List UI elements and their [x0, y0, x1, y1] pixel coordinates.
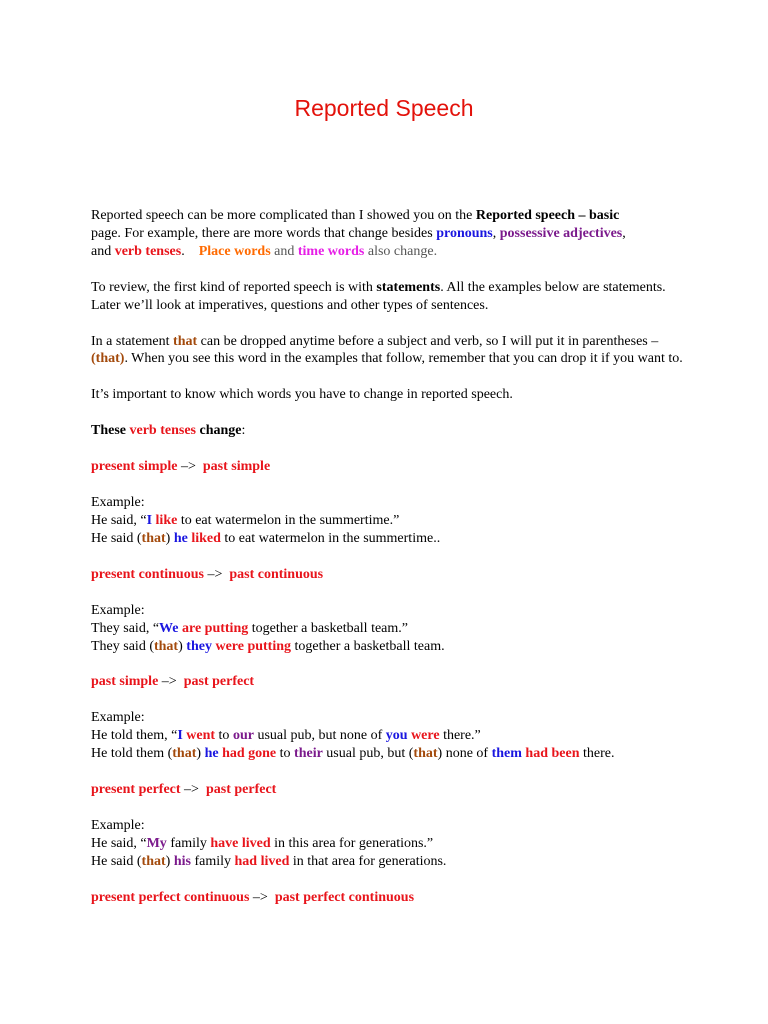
text: change	[196, 423, 242, 439]
text: can be dropped anytime before a subject and verb, so I will put it in parentheses –	[197, 333, 659, 349]
text: He told them (	[91, 746, 173, 762]
pronoun: you	[385, 728, 408, 744]
verb-tenses-heading	[91, 422, 691, 440]
arrow: –>	[177, 459, 203, 475]
verb: like	[155, 512, 178, 528]
text: there.”	[439, 728, 481, 744]
text: usual pub, but (	[322, 746, 414, 762]
text: page. For example, there are more words that change besides	[91, 225, 437, 241]
pronouns-term: pronouns	[436, 225, 493, 241]
text: )	[165, 853, 174, 869]
rule-present-simple	[91, 458, 691, 476]
example-past-simple	[91, 709, 691, 763]
arrow: –>	[158, 674, 184, 690]
text: He said, “	[91, 512, 147, 528]
text: Reported speech can be more complicated than I showed you on the	[91, 208, 476, 223]
text: and	[270, 243, 298, 259]
rule-present-perfect	[91, 781, 691, 799]
pronoun: they	[186, 638, 212, 654]
text: family	[190, 853, 235, 869]
rule-past-simple	[91, 673, 691, 691]
pronoun: I	[146, 512, 153, 528]
that-paren-term: (that)	[91, 351, 125, 367]
possessive: My	[146, 835, 167, 851]
tense-from: present perfect	[91, 782, 181, 798]
verb-tenses-term: verb tenses	[114, 243, 182, 259]
rule-present-continuous	[91, 566, 691, 584]
text: . All the examples below are statements. Later we’ll look at imperatives, questions and other types of sentences.	[91, 279, 666, 313]
verb: went	[186, 728, 216, 744]
example-present-continuous	[91, 602, 691, 656]
verb: were putting	[215, 638, 292, 654]
important-paragraph: It’s important to know which words you have to change in reported speech.	[91, 387, 513, 403]
example-label: Example:	[91, 710, 145, 726]
verb: had lived	[234, 853, 290, 869]
text: :	[241, 423, 246, 439]
example-present-simple	[91, 494, 691, 548]
text: verb tenses	[129, 423, 196, 439]
text: They said (	[91, 638, 154, 654]
text: family	[166, 835, 211, 851]
tense-to: past continuous	[229, 566, 324, 582]
text: in that area for generations.	[289, 853, 447, 869]
that-word: that	[413, 746, 438, 762]
text: ,	[622, 225, 626, 241]
verb: liked	[191, 530, 221, 546]
document-body	[91, 207, 691, 925]
text: also change.	[364, 243, 438, 259]
tense-from: present perfect continuous	[91, 889, 250, 905]
example-label: Example:	[91, 495, 145, 511]
text: and	[91, 243, 115, 259]
arrow: –>	[249, 889, 275, 905]
tense-to: past simple	[202, 459, 271, 475]
tense-from: past simple	[91, 674, 159, 690]
pronoun: We	[159, 620, 179, 636]
text: They said, “	[91, 620, 160, 636]
that-term: that	[173, 333, 198, 349]
tense-from: present simple	[91, 459, 178, 475]
text: To review, the first kind of reported speech is with	[91, 279, 377, 295]
text: )	[178, 638, 187, 654]
tense-to: past perfect	[183, 674, 255, 690]
verb: had gone	[222, 746, 277, 762]
text: ,	[492, 225, 500, 241]
text: . When you see this word in the examples that follow, remember that you can drop it if you want to.	[124, 351, 683, 367]
statements-term: statements	[376, 279, 441, 295]
time-words-term: time words	[297, 243, 365, 259]
intro-paragraph	[91, 207, 691, 261]
verb: are putting	[181, 620, 249, 636]
verb: have lived	[210, 835, 271, 851]
possessive: our	[232, 728, 254, 744]
text: )	[196, 746, 205, 762]
text: .	[181, 243, 199, 259]
text: )	[165, 530, 174, 546]
that-word: that	[153, 638, 179, 654]
that-paragraph	[91, 333, 691, 369]
pronoun: he	[204, 746, 219, 762]
text: to	[276, 746, 295, 762]
review-paragraph	[91, 279, 691, 315]
that-word: that	[172, 746, 197, 762]
arrow: –>	[203, 566, 230, 582]
text: ) none of	[437, 746, 492, 762]
tense-to: past perfect continuous	[274, 889, 415, 905]
place-words-term: Place words	[198, 243, 271, 259]
text: In a statement	[91, 333, 174, 349]
text: to eat watermelon in the summertime.”	[177, 512, 400, 528]
rule-present-perfect-continuous	[91, 889, 691, 907]
text: He said (	[91, 853, 142, 869]
text: He said (	[91, 530, 142, 546]
text: to eat watermelon in the summertime..	[220, 530, 441, 546]
pronoun: he	[173, 530, 188, 546]
tense-from: present continuous	[91, 566, 204, 582]
text: These	[91, 423, 130, 439]
text: He said, “	[91, 835, 147, 851]
text: together a basketball team.	[291, 638, 445, 654]
that-word: that	[141, 530, 166, 546]
possessive: his	[173, 853, 191, 869]
example-label: Example:	[91, 602, 145, 618]
text: in this area for generations.”	[270, 835, 434, 851]
reported-speech-basic-link[interactable]: Reported speech – basic	[475, 208, 620, 223]
verb: had been	[525, 746, 580, 762]
page-title: Reported Speech	[294, 95, 474, 121]
pronoun: I	[177, 728, 183, 744]
text: to	[215, 728, 233, 744]
that-word: that	[141, 853, 166, 869]
possessive: their	[294, 746, 323, 762]
text: He told them, “	[91, 728, 178, 744]
text: usual pub, but none of	[253, 728, 386, 744]
pronoun: them	[491, 746, 522, 762]
text: there.	[579, 746, 615, 762]
possessive-adjectives-term: possessive adjectives	[499, 225, 623, 241]
text: together a basketball team.”	[248, 620, 408, 636]
example-present-perfect	[91, 817, 691, 871]
verb: were	[411, 728, 440, 744]
arrow: –>	[180, 782, 206, 798]
example-label: Example:	[91, 817, 145, 833]
tense-to: past perfect	[205, 782, 277, 798]
